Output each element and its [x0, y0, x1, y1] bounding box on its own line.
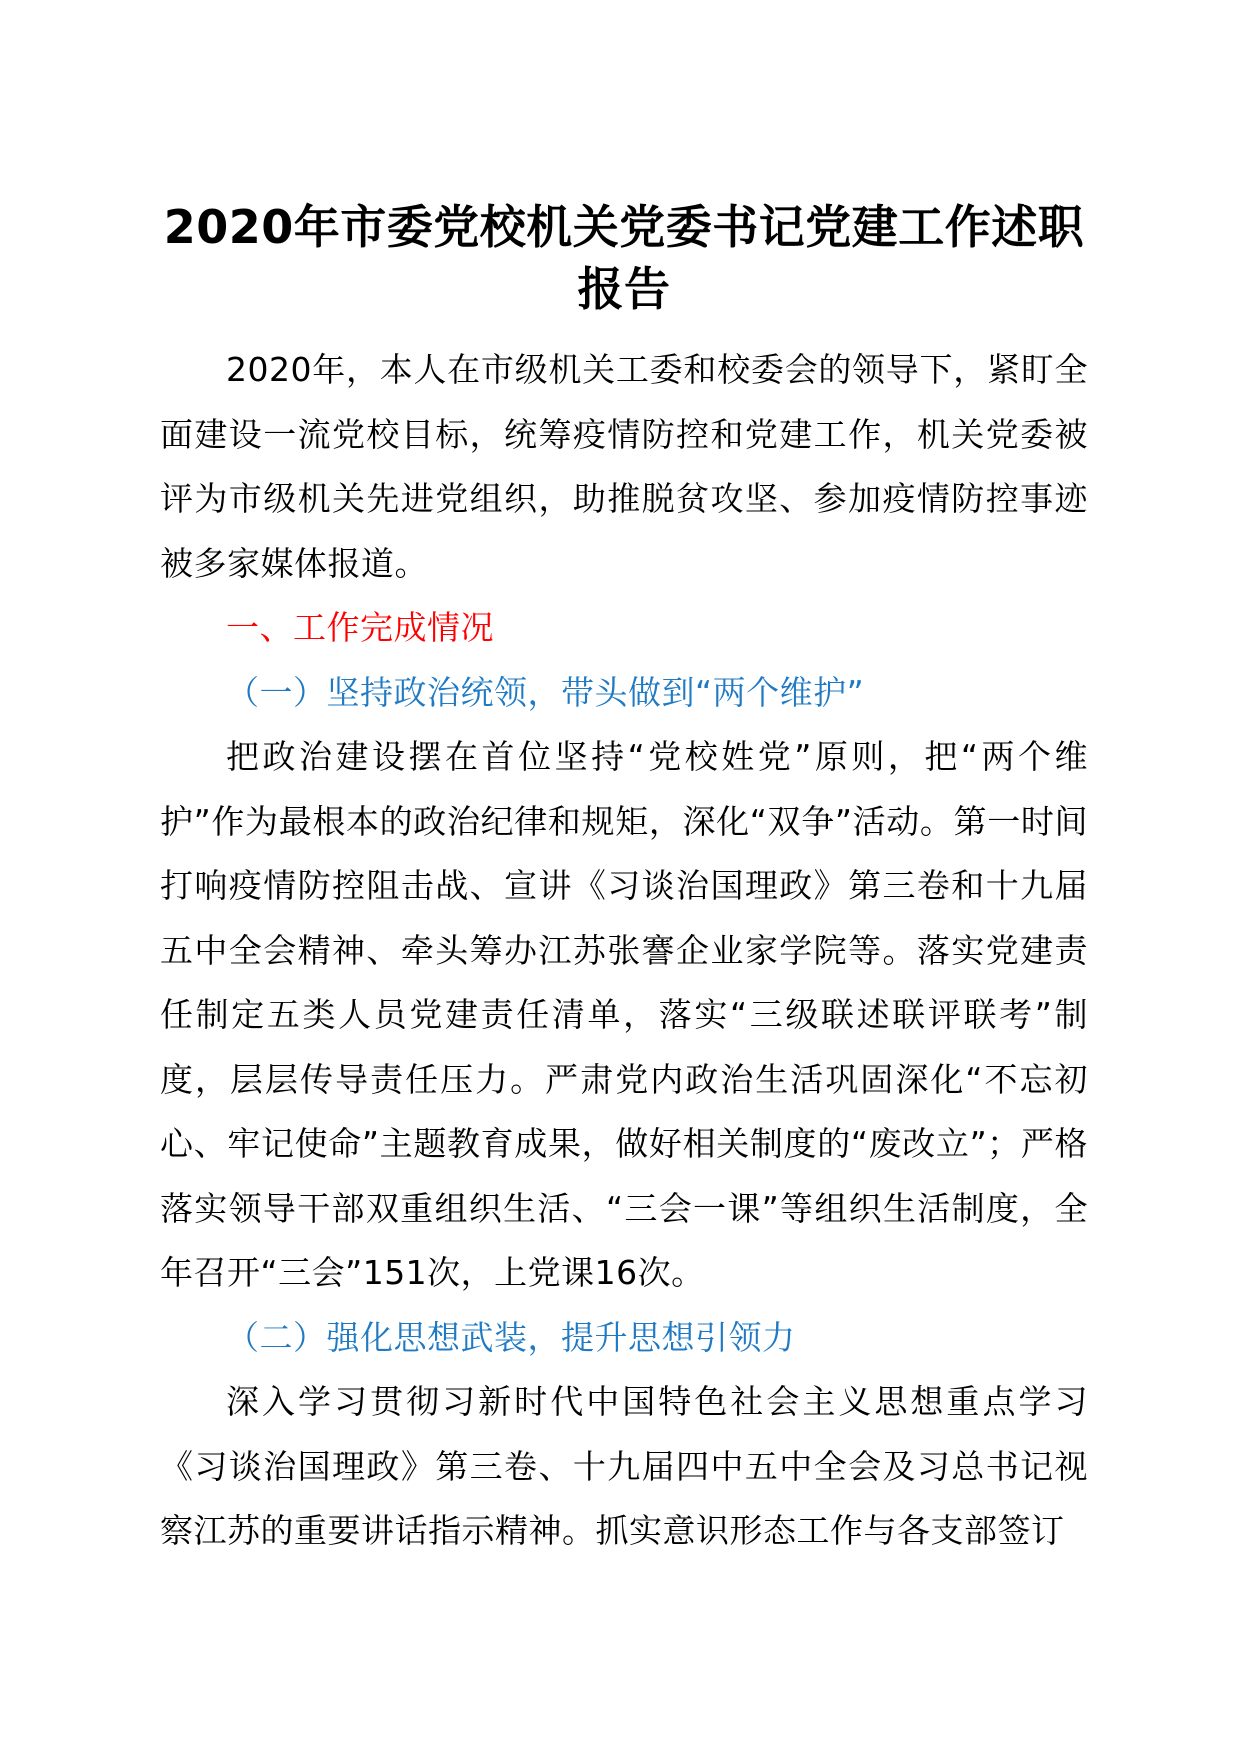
intro-paragraph: 2020年，本人在市级机关工委和校委会的领导下，紧盯全面建设一流党校目标，统筹疫情防控和党建工作，机关党委被评为市级机关先进党组织，助推脱贫攻坚、参加疫情防控事迹被多家媒体报道。	[160, 350, 1088, 583]
document-page	[160, 196, 1088, 1564]
subsection-heading-ideological: （二）强化思想武装，提升思想引领力	[226, 1317, 796, 1357]
subsection-body-ideological: 深入学习贯彻习新时代中国特色社会主义思想重点学习《习谈治国理政》第三卷、十九届四中五中全会及习总书记视察江苏的重要讲话指示精神。抓实意识形态工作与各支部签订	[160, 1382, 1088, 1550]
section-heading-work-completion: 一、工作完成情况	[226, 608, 494, 647]
document-title: 2020年市委党校机关党委书记党建工作述职报告	[163, 200, 1085, 316]
subsection-body-political: 把政治建设摆在首位坚持“党校姓党”原则，把“两个维护”作为最根本的政治纪律和规矩，深化“双争”活动。第一时间打响疫情防控阻击战、宣讲《习谈治国理政》第三卷和十九届五中全会精神、牵头筹办江苏张謇企业家学院等。落实党建责任制定五类人员党建责任清单，落实“三级联述联评联考”制度，层层传导责任压力。严肃党内政治生活巩固深化“不忘初心、牢记使命”主题教育成果，做好相关制度的“废改立”；严格落实领导干部双重组织生活、“三会一课”等组织生活制度，全年召开“三会”151次，上党课16次。	[160, 737, 1088, 1292]
subsection-heading-political: （一）坚持政治统领，带头做到“两个维护”	[226, 672, 865, 712]
